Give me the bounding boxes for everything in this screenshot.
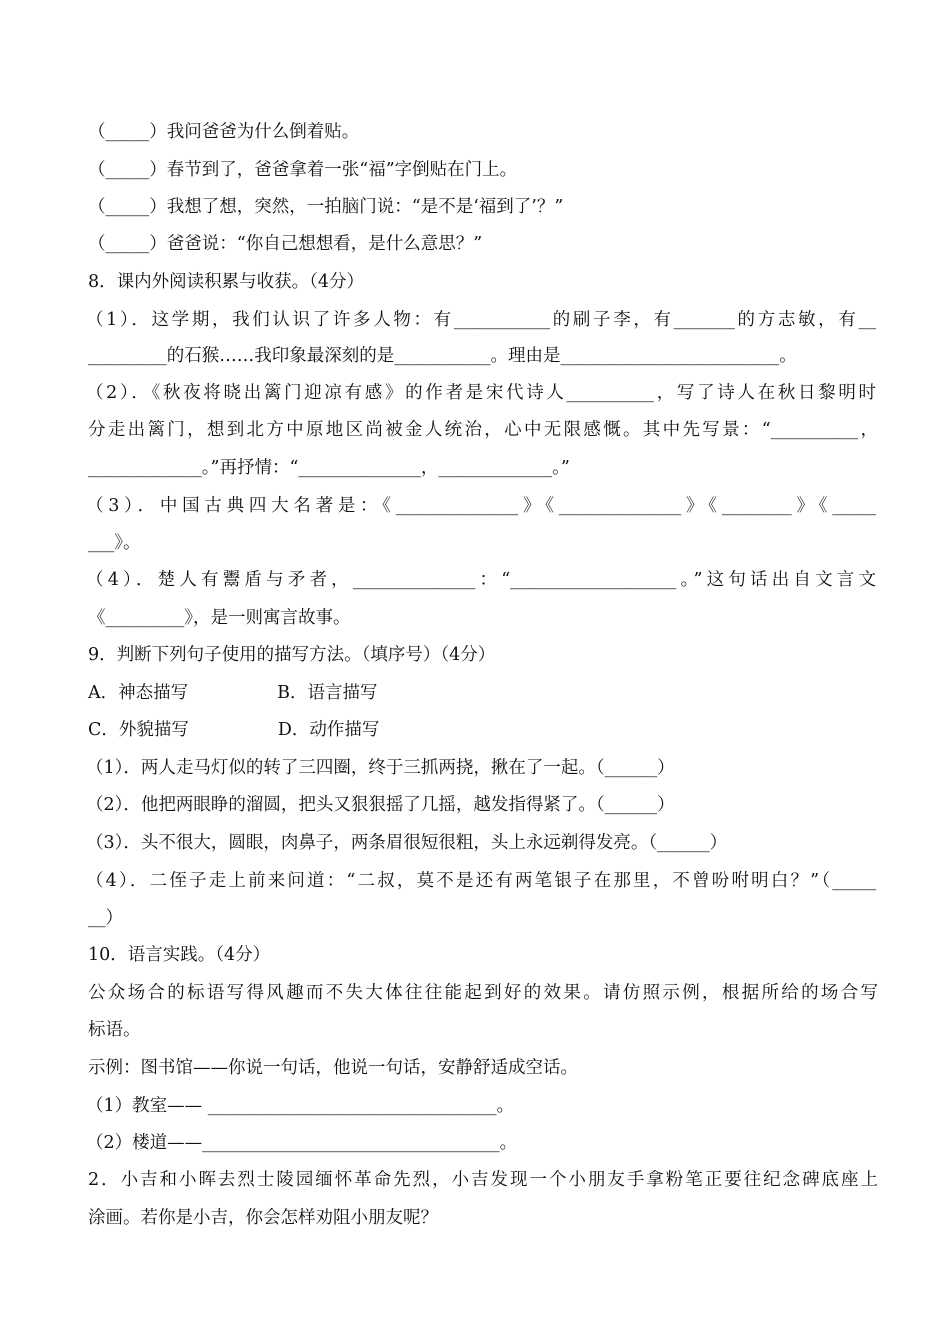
q8-part2-line2: 分走出篱门，想到北方中原地区尚被金人统治，心中无限感慨。其中先写景：“__________， <box>88 420 878 440</box>
ordering-item-3: （_____）我想了想，突然，一拍脑门说：“是不是‘福到了’？” <box>88 197 564 217</box>
q9-options-row2: C．外貌描写 D．动作描写 <box>88 720 380 740</box>
ordering-item-4: （_____）爸爸说：“你自己想想看，是什么意思？” <box>88 234 483 254</box>
q10-instruction-line1: 公众场合的标语写得风趣而不失大体往往能起到好的效果。请仿照示例，根据所给的场合写 <box>88 983 878 1003</box>
q9-item-3: （3）．头不很大，圆眼，肉鼻子，两条眉很短很粗，头上永远剃得发亮。（______） <box>86 833 728 853</box>
q10-item-1: （1）教室—— _________________________________。 <box>86 1096 514 1116</box>
question-2-line1: 2．小吉和小晖去烈士陵园缅怀革命先烈，小吉发现一个小朋友手拿粉笔正要往纪念碑底座上 <box>88 1170 878 1190</box>
question-9-heading: 9．判断下列句子使用的描写方法。（填序号）（4分） <box>88 645 496 665</box>
q9-item-4-line1: （4）．二侄子走上前来问道：“二叔，莫不是还有两笔银子在那里，不曾吩咐明白？”（_____ <box>86 871 876 891</box>
ordering-item-1: （_____）我问爸爸为什么倒着贴。 <box>88 122 360 142</box>
q8-part2-line1: （2）．《秋夜将晓出篱门迎凉有感》的作者是宋代诗人__________，写了诗人在秋日黎明时 <box>86 383 876 403</box>
question-8-heading: 8．课内外阅读积累与收获。（4分） <box>88 272 365 292</box>
q8-part4-line2: 《_________》，是一则寓言故事。 <box>88 608 351 628</box>
q8-part3-line1: （3）．中国古典四大名著是：《______________》《______________》《________》《_____ <box>86 496 876 516</box>
ordering-item-2: （_____）春节到了，爸爸拿着一张“福”字倒贴在门上。 <box>88 160 518 180</box>
q10-item-2: （2）楼道——__________________________________。 <box>86 1133 518 1153</box>
q9-item-1: （1）．两人走马灯似的转了三四圈，终于三抓两挠，揪在了一起。（______） <box>86 758 675 778</box>
q10-instruction-line2: 标语。 <box>88 1020 141 1040</box>
q9-options-row1: A．神态描写 B．语言描写 <box>88 683 378 703</box>
q8-part1-line2: _________的石猴……我印象最深刻的是___________。理由是_________________________。 <box>88 346 797 366</box>
q10-example: 示例：图书馆——你说一句话，他说一句话，安静舒适成空话。 <box>88 1058 578 1078</box>
q8-part3-line2: ___》。 <box>88 533 141 553</box>
q8-part2-line3: _____________。”再抒情：“______________，_____________。” <box>88 458 570 478</box>
question-10-heading: 10．语言实践。（4分） <box>88 945 271 965</box>
q8-part1-line1: （1）．这学期，我们认识了许多人物：有___________的刷子李，有_______的方志敏，有__ <box>86 310 876 330</box>
q9-item-4-line2: __） <box>88 908 123 928</box>
q8-part4-line1: （4）．楚人有鬻盾与矛者，______________：“___________________。”这句话出自文言文 <box>86 570 876 590</box>
q9-item-2: （2）．他把两眼睁的溜圆，把头又狠狠摇了几摇，越发指得紧了。（______） <box>86 795 675 815</box>
question-2-line2: 涂画。若你是小吉，你会怎样劝阻小朋友呢？ <box>88 1208 438 1228</box>
